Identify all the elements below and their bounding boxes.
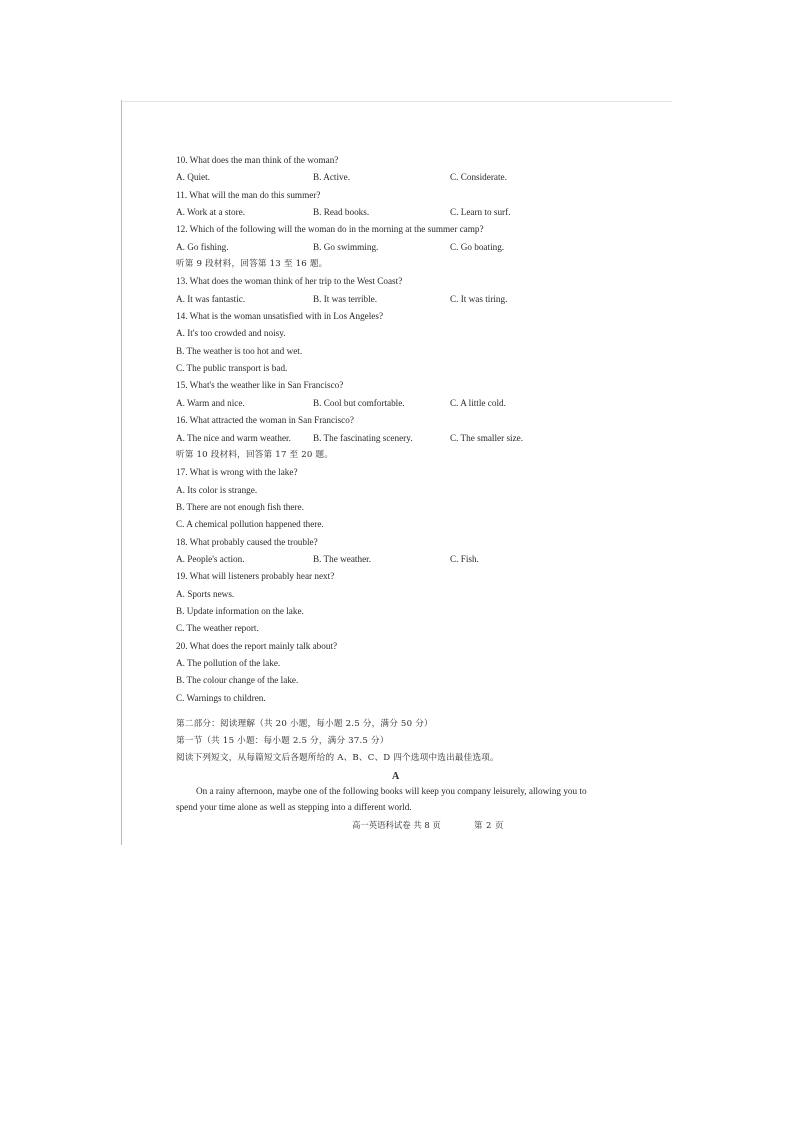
footer-exam-title: 高一英语科试卷 共 8 页: [352, 820, 441, 830]
question-13-option-a: A. It was fantastic.: [176, 293, 246, 304]
page-binding-line: [121, 100, 122, 845]
question-15-option-a: A. Warm and nice.: [176, 397, 245, 408]
question-13-option-c: C. It was tiring.: [450, 293, 508, 304]
question-16-option-a: A. The nice and warm weather.: [176, 432, 291, 443]
passage-a-label: A: [392, 771, 400, 782]
question-19-option-b: B. Update information on the lake.: [176, 605, 304, 616]
exam-content: [176, 152, 656, 768]
question-11-option-b: B. Read books.: [313, 207, 370, 218]
question-19-option-a: A. Sports news.: [176, 588, 235, 599]
question-16-option-b: B. The fascinating scenery.: [313, 432, 413, 443]
question-11-option-a: A. Work at a store.: [176, 207, 245, 218]
page-footer: [0, 818, 800, 832]
question-16-option-c: C. The smaller size.: [450, 432, 524, 443]
question-12-option-b: B. Go swimming.: [313, 241, 379, 252]
question-17-option-b: B. There are not enough fish there.: [176, 501, 304, 512]
page-top-edge: [122, 101, 672, 102]
question-16-options: [176, 430, 656, 447]
section-1-heading: 第一节（共 15 小题：每小题 2.5 分，满分 37.5 分）: [176, 736, 389, 747]
question-14-stem: 14. What is the woman unsatisfied with in Los Angeles?: [176, 311, 384, 322]
question-11-option-c: C. Learn to surf.: [450, 207, 511, 218]
listening-instruction-10: 听第 10 段材料，回答第 17 至 20 题。: [176, 449, 334, 460]
question-15-option-c: C. A little cold.: [450, 397, 506, 408]
question-15-stem: 15. What's the weather like in San Francisco?: [176, 380, 344, 391]
question-15-option-b: B. Cool but comfortable.: [313, 397, 405, 408]
question-18-stem: 18. What probably caused the trouble?: [176, 536, 318, 547]
question-18-option-c: C. Fish.: [450, 553, 479, 564]
question-12-options: [176, 239, 656, 256]
question-11-stem: 11. What will the man do this summer?: [176, 189, 321, 200]
question-14-option-a: A. It's too crowded and noisy.: [176, 328, 286, 339]
question-15-options: [176, 395, 656, 412]
question-20-stem: 20. What does the report mainly talk about?: [176, 640, 338, 651]
question-13-stem: 13. What does the woman think of her trip to the West Coast?: [176, 276, 403, 287]
question-10-options: [176, 169, 656, 186]
question-20-option-b: B. The colour change of the lake.: [176, 675, 299, 686]
question-14-option-b: B. The weather is too hot and wet.: [176, 345, 303, 356]
question-19-option-c: C. The weather report.: [176, 623, 259, 634]
question-16-stem: 16. What attracted the woman in San Francisco?: [176, 415, 354, 426]
question-10-option-b: B. Active.: [313, 172, 351, 183]
question-13-options: [176, 291, 656, 308]
passage-a-text: [176, 784, 628, 815]
question-17-option-a: A. Its color is strange.: [176, 484, 258, 495]
question-12-option-a: A. Go fishing.: [176, 241, 229, 252]
part-2-heading: 第二部分：阅读理解（共 20 小题，每小题 2.5 分，满分 50 分）: [176, 719, 433, 729]
footer-page-number: 第 2 页: [474, 820, 504, 830]
question-17-option-c: C. A chemical pollution happened there.: [176, 519, 324, 530]
question-12-stem: 12. Which of the following will the woman do in the morning at the summer camp?: [176, 224, 484, 235]
question-20-option-a: A. The pollution of the lake.: [176, 657, 281, 668]
question-17-stem: 17. What is wrong with the lake?: [176, 467, 298, 478]
question-10-stem: 10. What does the man think of the woman?: [176, 155, 339, 165]
reading-directions: 阅读下列短文，从每篇短文后各题所给的 A、B、C、D 四个选项中选出最佳选项。: [176, 753, 499, 764]
question-18-option-a: A. People's action.: [176, 553, 245, 564]
question-18-options: [176, 551, 656, 568]
listening-instruction-9: 听第 9 段材料，回答第 13 至 16 题。: [176, 259, 328, 270]
passage-a-line-1: On a rainy afternoon, maybe one of the following books will keep you company leisurely, allowing you to: [196, 786, 587, 796]
question-12-option-c: C. Go boating.: [450, 241, 505, 252]
question-10-option-a: A. Quiet.: [176, 172, 210, 183]
question-14-option-c: C. The public transport is bad.: [176, 363, 288, 374]
question-10-option-c: C. Considerate.: [450, 172, 507, 183]
question-19-stem: 19. What will listeners probably hear next?: [176, 571, 335, 582]
question-11-options: [176, 204, 656, 221]
passage-a-line-2: spend your time alone as well as stepping into a different world.: [176, 801, 412, 812]
question-13-option-b: B. It was terrible.: [313, 293, 378, 304]
question-18-option-b: B. The weather.: [313, 553, 371, 564]
question-20-option-c: C. Warnings to children.: [176, 692, 266, 703]
